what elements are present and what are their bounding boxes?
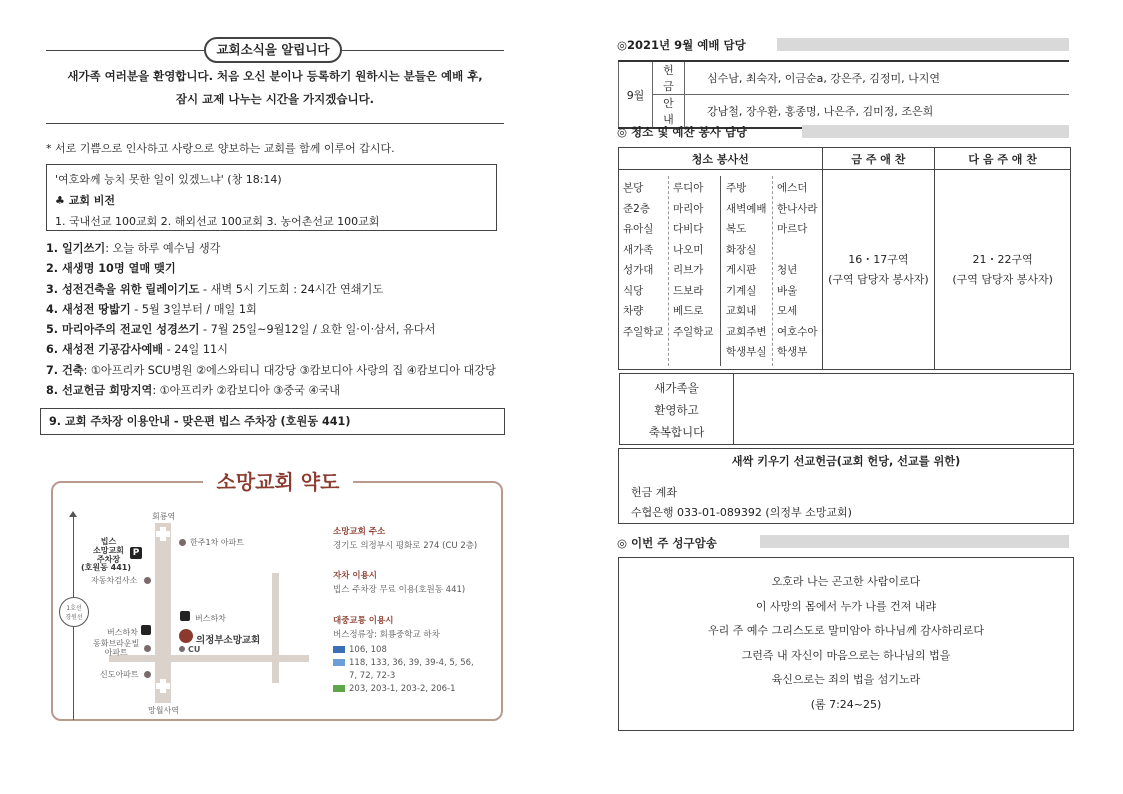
worship-table: [618, 60, 1069, 129]
section-bar: [760, 535, 1069, 548]
col-header: 금 주 애 찬: [822, 148, 935, 170]
welcome-text-2: 잠시 교제 나누는 시간을 가지겠습니다.: [175, 92, 375, 106]
next-week-cell: 21・22구역 (구역 담당자 봉사자): [935, 170, 1071, 370]
map-title: 소망교회 약도: [203, 468, 353, 496]
verse-line: 그런즉 내 자신이 마음으로는 하나님의 법을: [741, 648, 951, 662]
welcome-new-box: [619, 373, 1074, 445]
verse-line: 우리 주 예수 그리스도로 말미암아 하나님께 감사하리로다: [707, 624, 984, 637]
month-cell: 9월: [619, 61, 653, 128]
verse-reference: (롬 7:24~25): [810, 697, 882, 711]
grid-col-1: 본당 준2층 유아실 새가족 성가대 식당 차량 주일학교: [623, 182, 664, 338]
bus-icon: [180, 611, 190, 621]
list-item: 3. 성전건축을 위한 릴레이기도 - 새벽 5시 기도회 : 24시간 연쇄기도: [46, 282, 384, 296]
hanju-label: 한주1차 아파트: [190, 538, 245, 547]
list-item: 5. 마리아주의 전교인 성경쓰기 - 7월 25일~9월12일 / 요한 일·이·삼서, 유다서: [46, 323, 436, 337]
parking-icon: P: [130, 547, 142, 559]
col-header: 다 음 주 애 찬: [935, 148, 1071, 170]
offering-title: 새싹 키우기 선교헌금(교회 헌당, 선교를 위한): [731, 455, 961, 468]
worship-title: ◎2021년 9월 예배 담당: [617, 38, 746, 52]
verse-box: [618, 557, 1074, 731]
this-week-cell: 16・17구역 (구역 담당자 봉사자): [822, 170, 935, 370]
addr-head: 소망교회 주소: [333, 527, 386, 537]
welcome-text-1: 새가족 여러분을 환영합니다. 처음 오신 분이나 등록하기 원하시는 분들은 예배 후,: [67, 69, 483, 83]
list-item: 7. 건축: ①아프리카 SCU병원 ②에스와티니 대강당 ③캄보디아 사랑의 집 ④캄보디아 대강당: [46, 363, 496, 377]
offering-box: [618, 448, 1074, 524]
arrow-up-icon: [69, 511, 77, 517]
bus-line-1: 106, 108: [333, 645, 387, 655]
grid-col-3: 주방 새벽예배 복도 화장실 게시판 기계실 교회내 교회주변 학생부실: [726, 182, 767, 358]
names-cell: 강남철, 장우환, 홍종명, 나은주, 김미정, 조은희: [685, 95, 1070, 129]
bus-line-2: 118, 133, 36, 39, 39-4, 5, 56,: [333, 658, 474, 668]
section-bar: [777, 38, 1069, 51]
bus-line-2b: 7, 72, 72-3: [349, 671, 396, 681]
bus-stop-left: 버스하차: [107, 628, 138, 637]
verse-title: ◎ 이번 주 성구암송: [617, 536, 717, 550]
names-cell: 심수남, 최숙자, 이금순a, 강은주, 김정미, 나지연: [685, 61, 1070, 95]
car-text: 빕스 주차장 무료 이용(호원동 441): [333, 585, 466, 595]
sindo-label: 신도아파트: [100, 670, 139, 679]
list-item: 4. 새성전 땅밟기 - 5월 3일부터 / 매일 1회: [46, 302, 257, 316]
section-bar: [802, 125, 1069, 138]
bus-icon: [141, 625, 151, 635]
hwawon-label: 동화브라운빌 아파트: [93, 639, 140, 657]
pub-text: 버스정류장: 회룡중학교 하차: [333, 630, 440, 640]
church-icon: [179, 629, 193, 643]
vision-box: [46, 164, 497, 231]
main-road: [155, 523, 171, 703]
pub-head: 대중교통 이용시: [333, 616, 394, 626]
verse-line: 육신으로는 죄의 법을 섬기노라: [771, 673, 921, 686]
news-items-list: [46, 239, 506, 401]
car-inspect-label: 자동차검사소: [91, 576, 138, 585]
news-title: 교회소식을 알립니다: [204, 37, 342, 63]
bus-line-3: 203, 203-1, 203-2, 206-1: [333, 684, 456, 694]
list-item: 8. 선교헌금 희망지역: ①아프리카 ②캄보디아 ③중국 ④국내: [46, 384, 341, 398]
cu-label: CU: [188, 645, 201, 654]
line-badge: 1호선 경원선: [59, 597, 89, 627]
parking-notice: 9. 교회 주차장 이용안내 - 맞은편 빕스 주차장 (호원동 441): [40, 408, 505, 435]
church-label: 의정부소망교회: [196, 635, 261, 646]
verse-line: 오호라 나는 곤고한 사람이로다: [771, 575, 921, 588]
list-item: 2. 새생명 10명 열매 맺기: [46, 262, 176, 276]
station-bottom-label: 망월사역: [148, 706, 179, 715]
vision-verse: '여호와께 능치 못한 일이 있겠느냐' (창 18:14): [55, 173, 282, 186]
welcome-new-text: 새가족을 환영하고 축복합니다: [620, 374, 734, 444]
role-cell: 헌금: [653, 61, 685, 95]
grid-col-2: 루디아 마리아 다비다 나오미 리브가 드보라 베드로 주일학교: [673, 182, 714, 338]
role-cell: 안내: [653, 95, 685, 129]
side-road: [272, 573, 279, 683]
account-label: 헌금 계좌: [631, 486, 678, 499]
cleaning-title: ◎ 청소 및 예찬 봉사 담당: [617, 125, 748, 139]
addr-text: 경기도 의정부시 평화로 274 (CU 2층): [333, 541, 478, 551]
church-map: [51, 481, 503, 721]
grid-col-4: 에스더 한나사라 마르다 청년 바울 모세 여호수아 학생부: [777, 182, 818, 358]
bus-stop-right: 버스하차: [195, 614, 226, 623]
account-number: 수협은행 033-01-089392 (의정부 소망교회): [631, 506, 852, 519]
note-text: * 서로 기쁨으로 인사하고 사랑으로 양보하는 교회를 함께 이루어 갑시다.: [46, 142, 395, 155]
divider: [46, 123, 504, 124]
station-top-label: 회룡역: [152, 512, 176, 521]
bips-addr: (호원동 441): [81, 563, 131, 572]
verse-line: 이 사망의 몸에서 누가 나를 건져 내랴: [755, 599, 937, 613]
list-item: 6. 새성전 기공감사예배 - 24일 11시: [46, 343, 228, 357]
car-head: 자차 이용시: [333, 571, 378, 581]
col-header: 청소 봉사선: [619, 148, 823, 170]
vision-title: ♣ 교회 비전: [55, 194, 116, 207]
bips-label: 빕스 소망교회 주차장: [93, 537, 124, 564]
list-item: 1. 일기쓰기: 오늘 하루 예수님 생각: [46, 242, 221, 255]
vision-items: 1. 국내선교 100교회 2. 해외선교 100교회 3. 농어촌선교 100교회: [55, 215, 380, 228]
